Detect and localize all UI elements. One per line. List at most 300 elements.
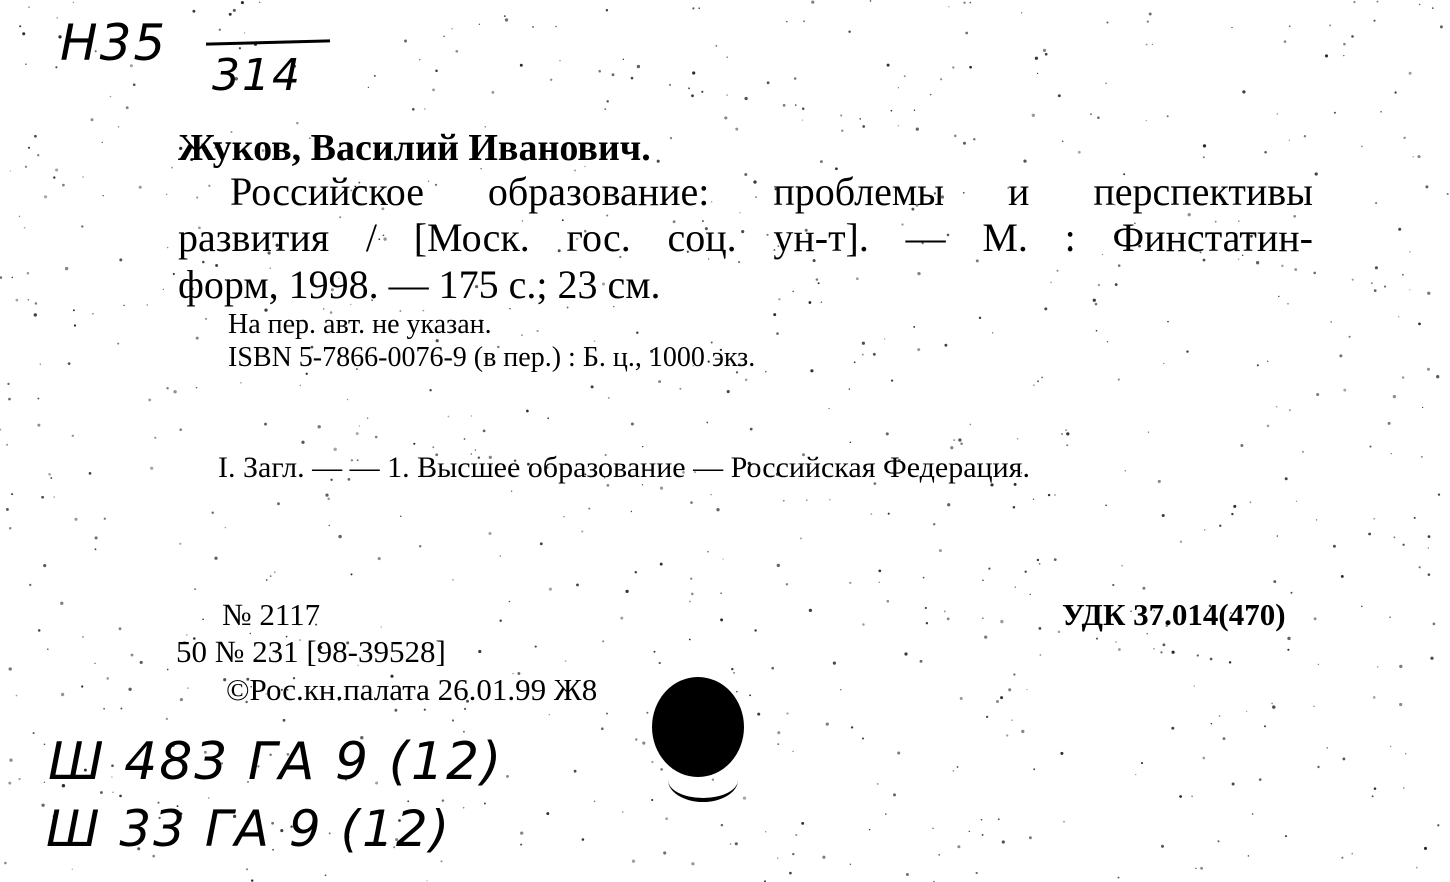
- speckle: [606, 713, 608, 715]
- secondary-number: 50 № 231 [98-39528]: [176, 634, 446, 669]
- speckle: [53, 176, 55, 178]
- speckle: [660, 563, 663, 566]
- speckle: [1373, 696, 1376, 699]
- speckle: [850, 864, 852, 866]
- speckle: [1097, 116, 1100, 119]
- speckle: [969, 66, 972, 69]
- speckle: [582, 838, 585, 841]
- speckle: [9, 527, 12, 530]
- speckle: [1341, 857, 1343, 859]
- speckle: [62, 184, 65, 187]
- speckle: [1142, 587, 1145, 590]
- speckle: [549, 588, 552, 591]
- speckle: [488, 532, 491, 535]
- speckle: [795, 104, 797, 106]
- speckle: [1316, 519, 1317, 520]
- speckle: [631, 423, 634, 426]
- speckle: [1037, 380, 1039, 382]
- speckle: [1043, 49, 1046, 52]
- speckle: [1377, 1, 1379, 3]
- speckle: [944, 610, 946, 612]
- speckle: [229, 13, 232, 16]
- speckle: [1090, 113, 1092, 115]
- speckle: [1294, 268, 1297, 271]
- speckle: [163, 289, 164, 290]
- speckle: [933, 523, 935, 525]
- speckle: [1291, 592, 1293, 594]
- speckle: [1276, 406, 1278, 408]
- speckle: [1267, 425, 1270, 428]
- speckle: [104, 518, 106, 520]
- speckle: [886, 432, 889, 435]
- speckle: [777, 731, 780, 734]
- speckle: [1093, 299, 1096, 302]
- speckle: [301, 441, 304, 444]
- speckle: [60, 602, 63, 605]
- speckle: [631, 77, 634, 80]
- speckle: [1380, 111, 1382, 113]
- speckle: [1428, 573, 1431, 576]
- speckle: [212, 512, 214, 514]
- speckle: [898, 87, 899, 88]
- speckle: [898, 125, 899, 126]
- speckle: [792, 751, 793, 752]
- speckle: [1219, 715, 1221, 717]
- speckle: [270, 575, 272, 577]
- speckle: [1264, 151, 1267, 154]
- speckle: [1021, 730, 1024, 733]
- speckle: [1287, 303, 1289, 305]
- speckle: [802, 107, 805, 110]
- speckle: [1427, 368, 1430, 371]
- speckle: [953, 770, 955, 772]
- speckle: [1063, 821, 1064, 822]
- speckle: [179, 428, 182, 431]
- description-line: развития / [Моск. гос. соц. ун-т]. — М. : Финстатин-: [178, 215, 1313, 260]
- speckle: [1447, 193, 1449, 195]
- speckle: [840, 689, 842, 691]
- speckle: [826, 722, 829, 725]
- speckle: [139, 186, 142, 189]
- speckle: [94, 663, 95, 664]
- speckle: [1318, 664, 1320, 666]
- speckle: [6, 444, 8, 446]
- speckle: [1095, 303, 1098, 306]
- speckle: [10, 170, 11, 171]
- speckle: [1115, 283, 1118, 286]
- speckle: [565, 660, 567, 662]
- speckle: [806, 499, 807, 500]
- speckle: [214, 557, 217, 560]
- speckle: [757, 713, 760, 716]
- speckle: [920, 660, 923, 663]
- speckle: [37, 398, 39, 400]
- speckle: [765, 371, 766, 372]
- speckle: [1373, 20, 1375, 22]
- speckle: [887, 64, 890, 67]
- speckle: [651, 761, 653, 763]
- speckle: [1162, 514, 1165, 517]
- speckle: [886, 600, 889, 603]
- speckle: [549, 714, 550, 715]
- inventory-mark: Ш 33 ГА 9 (12): [46, 800, 452, 858]
- speckle: [707, 551, 709, 553]
- speckle: [123, 305, 125, 307]
- speckle: [532, 26, 534, 28]
- speckle: [606, 100, 608, 102]
- speckle: [483, 430, 486, 433]
- speckle: [773, 313, 776, 316]
- speckle: [202, 618, 204, 620]
- speckle: [48, 473, 51, 476]
- speckle: [244, 32, 245, 33]
- speckle: [1163, 363, 1164, 364]
- speckle: [4, 862, 7, 865]
- speckle: [1002, 840, 1005, 843]
- speckle: [173, 273, 175, 275]
- speckle: [37, 154, 39, 156]
- speckle: [1399, 665, 1402, 668]
- speckle: [878, 582, 879, 583]
- speckle: [821, 301, 823, 303]
- speckle: [55, 168, 58, 171]
- speckle: [1058, 94, 1061, 97]
- speckle: [1402, 376, 1405, 379]
- speckle: [1393, 395, 1396, 398]
- speckle: [792, 291, 794, 293]
- speckle: [767, 81, 770, 84]
- speckle: [102, 195, 104, 197]
- speckle: [81, 225, 83, 227]
- speckle: [996, 700, 999, 703]
- speckle: [1011, 719, 1012, 720]
- speckle: [126, 106, 129, 109]
- speckle: [1433, 623, 1436, 626]
- speckle: [521, 334, 522, 335]
- speckle: [1403, 137, 1405, 139]
- speckle: [698, 7, 700, 9]
- speckle: [828, 408, 829, 409]
- speckle: [37, 424, 40, 427]
- speckle: [1191, 796, 1193, 798]
- speckle: [670, 137, 672, 139]
- speckle: [969, 831, 971, 833]
- speckle: [419, 545, 421, 547]
- speckle: [1304, 135, 1306, 137]
- speckle: [659, 662, 661, 664]
- speckle: [965, 32, 968, 35]
- speckle: [1317, 766, 1319, 768]
- speckle: [789, 872, 792, 875]
- speckle: [1425, 185, 1428, 188]
- speckle: [28, 299, 30, 301]
- speckle: [328, 525, 330, 527]
- speckle: [722, 558, 723, 559]
- speckle: [1351, 35, 1354, 38]
- speckle: [44, 744, 46, 746]
- speckle: [1409, 289, 1410, 290]
- speckle: [914, 110, 915, 111]
- speckle: [277, 502, 280, 505]
- speckle: [1430, 657, 1433, 660]
- speckle: [606, 9, 608, 11]
- speckle: [535, 646, 537, 648]
- speckle: [1038, 627, 1041, 630]
- speckle: [119, 258, 122, 261]
- speckle: [743, 796, 746, 799]
- speckle: [1438, 493, 1440, 495]
- speckle: [520, 844, 522, 846]
- speckle: [1033, 768, 1035, 770]
- speckle: [1277, 535, 1279, 537]
- speckle: [1146, 633, 1148, 635]
- speckle: [923, 577, 925, 579]
- speckle: [47, 648, 49, 650]
- speckle: [871, 513, 873, 515]
- speckle: [1289, 409, 1291, 411]
- speckle: [8, 398, 11, 401]
- speckle: [1417, 155, 1420, 158]
- speckle: [1419, 566, 1421, 568]
- speckle: [347, 399, 348, 400]
- speckle: [1391, 453, 1392, 454]
- speckle: [359, 425, 360, 426]
- speckle: [658, 380, 661, 383]
- speckle: [749, 694, 751, 696]
- speckle: [841, 130, 843, 132]
- speckle: [1277, 113, 1278, 114]
- speckle: [1271, 702, 1273, 704]
- speckle: [1105, 504, 1107, 506]
- speckle: [1115, 641, 1117, 643]
- speckle: [801, 822, 804, 825]
- speckle: [913, 326, 915, 328]
- speckle: [1200, 867, 1203, 870]
- speckle: [1316, 393, 1319, 396]
- speckle: [41, 804, 44, 807]
- speckle: [7, 383, 9, 385]
- speckle: [455, 50, 458, 53]
- book-chamber-stamp: ©Рос.кн.палата 26.01.99 Ж8: [226, 672, 598, 707]
- speckle: [318, 425, 321, 428]
- speckle: [546, 812, 549, 815]
- speckle: [1273, 580, 1276, 583]
- speckle: [1210, 658, 1213, 661]
- speckle: [1424, 847, 1427, 850]
- speckle: [986, 716, 988, 718]
- speckle: [120, 708, 122, 710]
- speckle: [41, 496, 44, 499]
- speckle: [1289, 140, 1290, 141]
- speckle: [701, 91, 703, 93]
- speckle: [1409, 251, 1410, 252]
- speckle: [981, 819, 983, 821]
- speckle: [862, 342, 865, 345]
- speckle: [432, 446, 434, 448]
- speckle: [233, 9, 236, 12]
- speckle: [574, 770, 577, 773]
- speckle: [850, 442, 852, 444]
- speckle: [53, 496, 55, 498]
- speckle: [103, 708, 105, 710]
- speckle: [884, 338, 885, 339]
- speckle: [92, 313, 94, 315]
- speckle: [1147, 20, 1149, 22]
- speckle: [9, 667, 12, 670]
- speckle: [891, 379, 893, 381]
- speckle: [925, 607, 927, 609]
- speckle: [82, 636, 83, 637]
- speckle: [374, 75, 376, 77]
- speckle: [1060, 752, 1063, 755]
- speckle: [1399, 703, 1402, 706]
- speckle: [34, 135, 37, 138]
- speckle: [1232, 783, 1235, 786]
- speckle: [179, 543, 181, 545]
- speckle: [1179, 795, 1182, 798]
- speckle: [862, 737, 864, 739]
- speckle: [1044, 307, 1047, 310]
- speckle: [1096, 638, 1098, 640]
- speckle: [1368, 533, 1371, 536]
- speckle: [1259, 778, 1262, 781]
- speckle: [829, 499, 830, 500]
- speckle: [591, 385, 594, 388]
- speckle: [721, 824, 724, 827]
- speckle: [1023, 160, 1026, 163]
- speckle: [947, 617, 950, 620]
- speckle: [1217, 840, 1219, 842]
- speckle: [187, 687, 189, 689]
- speckle: [1146, 44, 1148, 46]
- speckle: [451, 28, 453, 30]
- speckle: [1171, 651, 1174, 654]
- speckle: [1390, 746, 1391, 747]
- speckle: [957, 845, 960, 848]
- speckle: [327, 498, 330, 501]
- speckle: [148, 398, 151, 401]
- speckle: [511, 491, 512, 492]
- speckle: [940, 78, 942, 80]
- speckle: [520, 64, 523, 67]
- speckle: [1112, 584, 1114, 586]
- speckle: [1211, 723, 1213, 725]
- speckle: [1118, 877, 1120, 879]
- speckle: [679, 388, 681, 390]
- speckle: [1242, 90, 1245, 93]
- speckle: [960, 442, 963, 445]
- speckle: [601, 727, 604, 730]
- speckle: [622, 811, 624, 813]
- speckle: [266, 579, 268, 581]
- speckle: [1041, 376, 1043, 378]
- speckle: [691, 862, 694, 865]
- speckle: [296, 122, 299, 125]
- speckle: [72, 869, 73, 870]
- speckle: [1240, 444, 1243, 447]
- speckle: [1394, 91, 1396, 93]
- speckle: [750, 428, 753, 431]
- speckle: [464, 438, 466, 440]
- speckle: [963, 2, 965, 4]
- speckle: [1161, 845, 1164, 848]
- speckle: [1039, 563, 1041, 565]
- speckle: [1146, 120, 1148, 122]
- speckle: [147, 304, 148, 305]
- speckle: [435, 70, 438, 73]
- speckle: [1289, 25, 1291, 27]
- speckle: [1065, 429, 1067, 431]
- speckle: [1287, 637, 1290, 640]
- speckle: [952, 66, 954, 68]
- speckle: [1371, 282, 1373, 284]
- speckle: [869, 829, 870, 830]
- speckle: [1284, 40, 1287, 43]
- speckle: [1037, 73, 1038, 74]
- speckle: [1118, 379, 1120, 381]
- speckle: [1389, 616, 1391, 618]
- speckle: [1062, 141, 1064, 143]
- speckle: [950, 446, 953, 449]
- speckle: [95, 548, 97, 550]
- speckle: [150, 467, 153, 470]
- speckle: [663, 851, 666, 854]
- speckle: [731, 668, 733, 670]
- speckle: [194, 588, 196, 590]
- speckle: [1412, 156, 1413, 157]
- speckle: [840, 114, 842, 116]
- speckle: [65, 267, 68, 270]
- speckle: [1203, 144, 1206, 147]
- speckle: [1197, 654, 1199, 656]
- speckle: [1296, 501, 1297, 502]
- speckle: [1375, 266, 1378, 269]
- speckle: [809, 609, 812, 612]
- speckle: [1361, 146, 1363, 148]
- speckle: [776, 332, 779, 335]
- speckle: [692, 7, 694, 9]
- speckle: [1098, 284, 1100, 286]
- speckle: [208, 797, 210, 799]
- speckle: [81, 685, 83, 687]
- speckle: [1048, 494, 1050, 496]
- speckle: [25, 63, 26, 64]
- speckle: [691, 94, 694, 97]
- speckle: [1264, 725, 1266, 727]
- speckle: [1377, 666, 1378, 667]
- speckle: [716, 508, 719, 511]
- speckle: [1219, 525, 1221, 527]
- speckle: [38, 629, 41, 632]
- author-heading: Жуков, Василий Иванович.: [178, 127, 651, 169]
- speckle: [1353, 1, 1355, 3]
- speckle: [690, 578, 692, 580]
- speckle: [55, 66, 57, 68]
- shelf-mark-bottom: 314: [212, 50, 302, 101]
- speckle: [1343, 389, 1346, 392]
- inventory-mark: Ш 483 ГА 9 (12): [48, 732, 504, 792]
- speckle: [1313, 706, 1314, 707]
- speckle: [904, 652, 907, 655]
- speckle: [1422, 407, 1423, 408]
- speckle: [509, 308, 510, 309]
- speckle: [944, 344, 947, 347]
- speckle: [851, 726, 853, 728]
- speckle: [598, 70, 601, 73]
- speckle: [631, 511, 632, 512]
- speckle: [1361, 606, 1363, 608]
- speckle: [1440, 25, 1443, 28]
